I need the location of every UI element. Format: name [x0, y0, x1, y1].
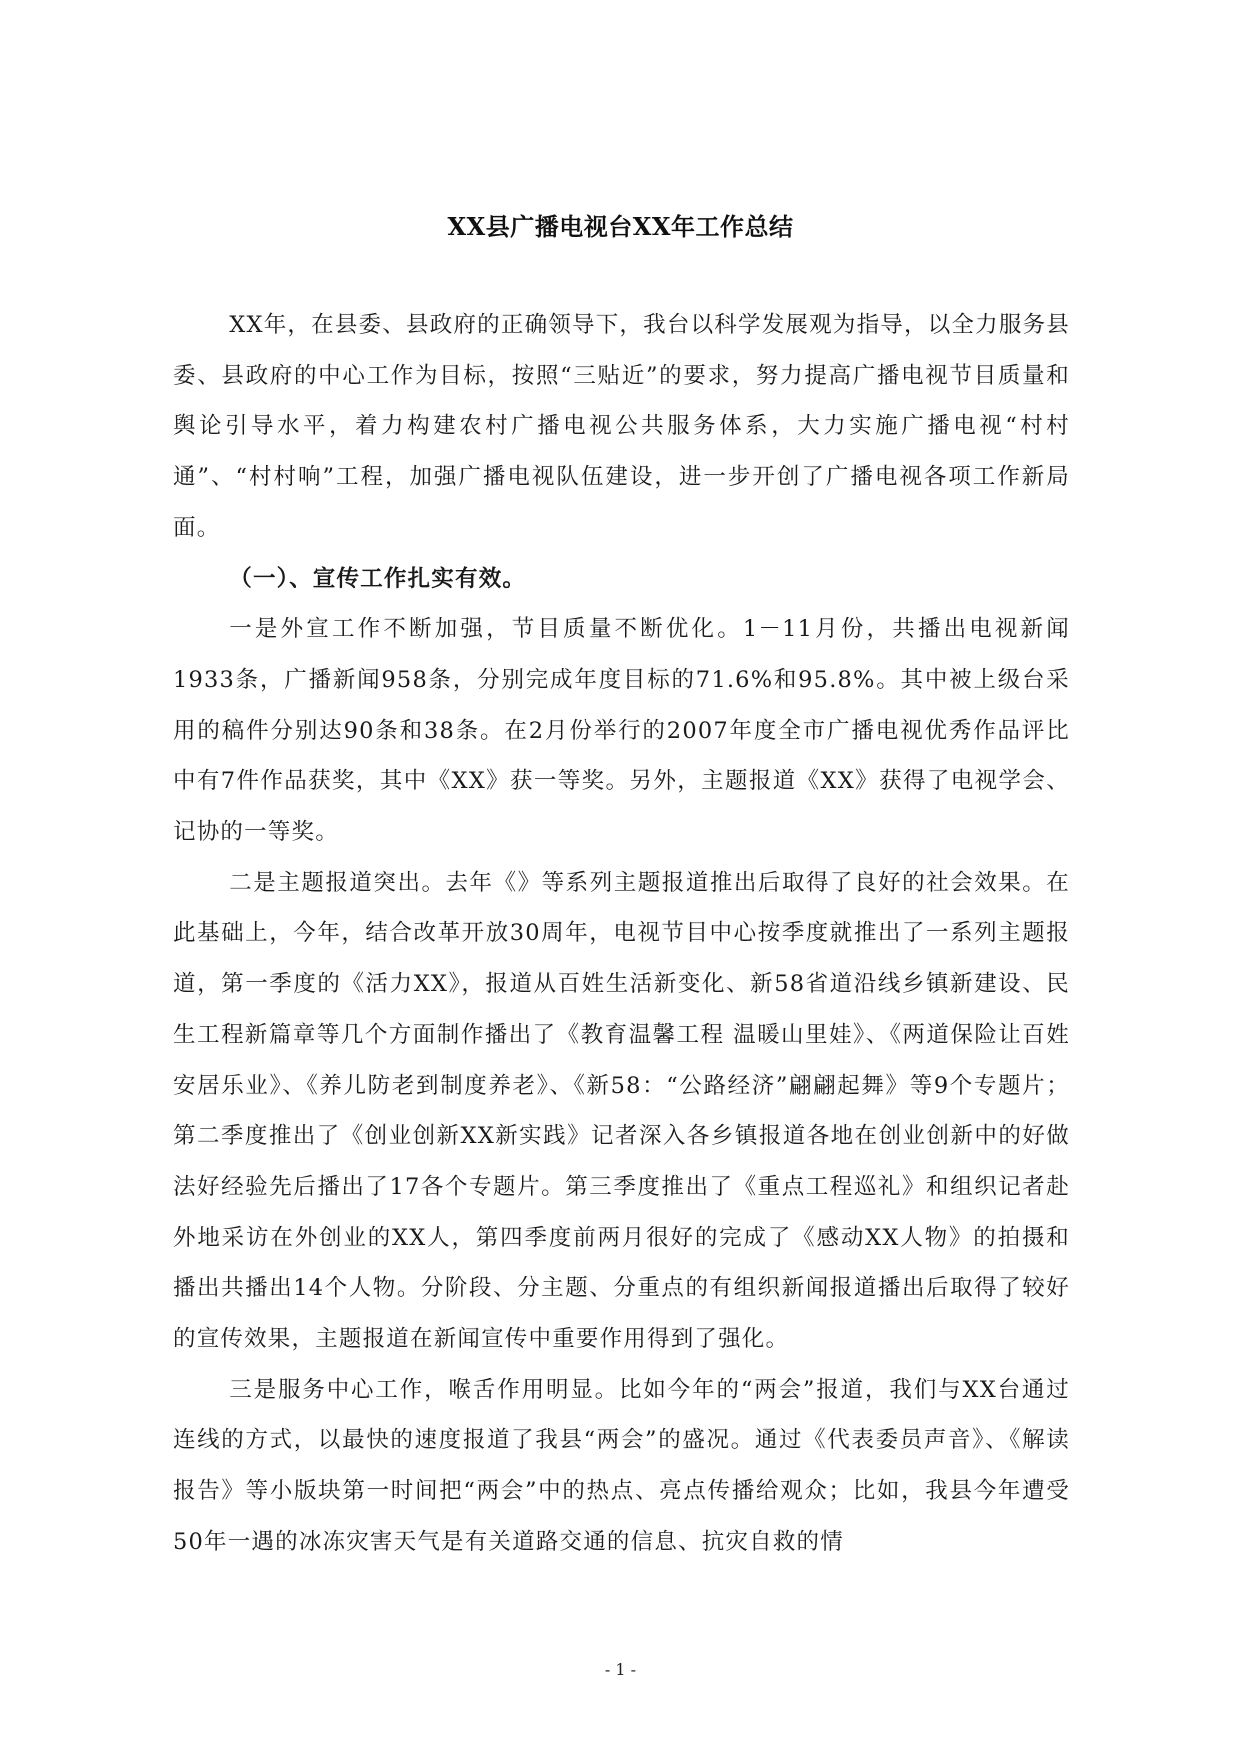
paragraph-theme-reports: 二是主题报道突出。去年《》等系列主题报道推出后取得了良好的社会效果。在此基础上，今年，结合改革开放30周年，电视节目中心按季度就推出了一系列主题报道，第一季度的《活力XX》，报道从百姓生活新变化、新58省道沿线乡镇新建设、民生工程新篇章等几个方面制作播出了《教育温馨工程 温暖山里娃》、《两道保险让百姓安居乐业》、《养儿防老到制度养老》、《新58：“公路经济”翩翩起舞》等9个专题片；第二季度推出了《创业创新XX新实践》记者深入各乡镇报道各地在创业创新中的好做法好经验先后播出了17各个专题片。第三季度推出了《重点工程巡礼》和组织记者赴外地采访在外创业的XX人，第四季度前两月很好的完成了《感动XX人物》的拍摄和播出共播出14个人物。分阶段、分主题、分重点的有组织新闻报道播出后取得了较好的宣传效果，主题报道在新闻宣传中重要作用得到了强化。	[173, 869, 1070, 1353]
document-body	[173, 300, 1070, 1568]
page-number: - 1 -	[604, 1660, 637, 1679]
intro-paragraph: XX年，在县委、县政府的正确领导下，我台以科学发展观为指导，以全力服务县委、县政府的中心工作为目标，按照“三贴近”的要求，努力提高广播电视节目质量和舆论引导水平，着力构建农村广播电视公共服务体系，大力实施广播电视“村村通”、“村村响”工程，加强广播电视队伍建设，进一步开创了广播电视各项工作新局面。	[173, 312, 1070, 541]
paragraph-serve-center: 三是服务中心工作，喉舌作用明显。比如今年的“两会”报道，我们与XX台通过连线的方式，以最快的速度报道了我县“两会”的盛况。通过《代表委员声音》、《解读报告》等小版块第一时间把“两会”中的热点、亮点传播给观众；比如，我县今年遭受50年一遇的冰冻灾害天气是有关道路交通的信息、抗灾自救的情	[173, 1376, 1070, 1555]
section-heading: （一）、宣传工作扎实有效。	[229, 565, 527, 592]
paragraph-external-publicity: 一是外宣工作不断加强，节目质量不断优化。1－11月份，共播出电视新闻1933条，广播新闻958条，分别完成年度目标的71.6%和95.8%。其中被上级台采用的稿件分别达90条和38条。在2月份举行的2007年度全市广播电视优秀作品评比中有7件作品获奖，其中《XX》获一等奖。另外，主题报道《XX》获得了电视学会、记协的一等奖。	[173, 616, 1070, 846]
document-title: XX县广播电视台XX年工作总结	[447, 212, 794, 241]
